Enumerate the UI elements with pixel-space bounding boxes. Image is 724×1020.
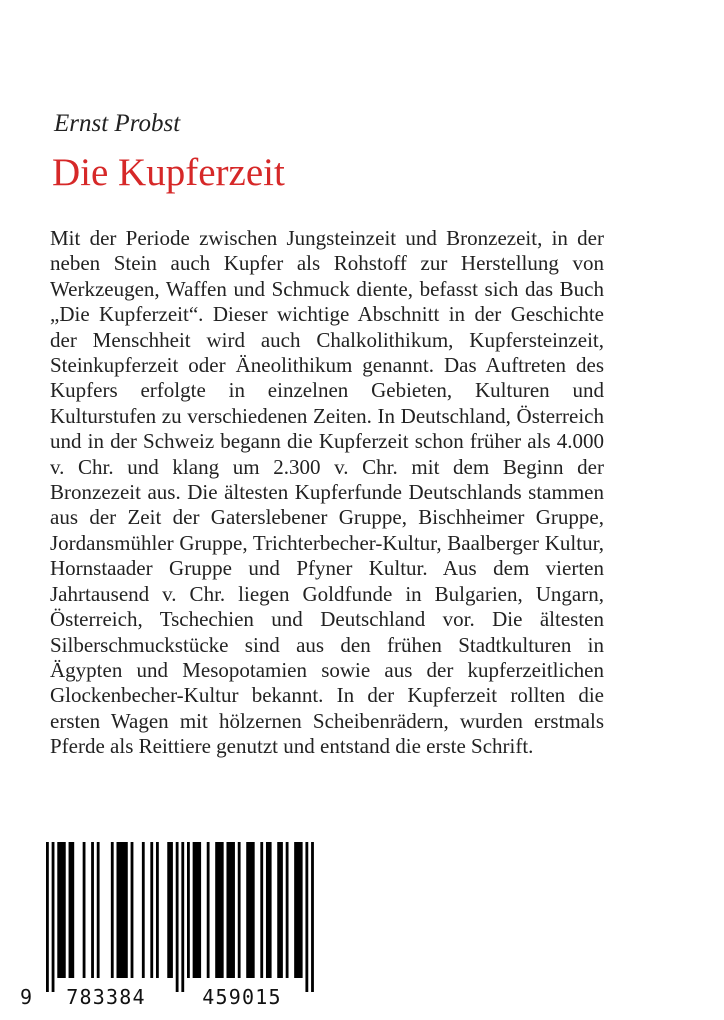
barcode-bar	[294, 842, 302, 978]
author-name: Ernst Probst	[54, 110, 181, 137]
blurb-text: Mit der Periode zwischen Jungsteinzeit und Bronzezeit, in der neben Stein auch Kupfer als Rohstoff zur Herstellung von Werkzeugen, Waffen und Schmuck diente, befasst sich das Buch „Die Kupferzeit“. Dieser wichtige Abschnitt in der Geschichte der Menschheit wird auch Chalkolithikum, Kupfersteinzeit, Steinkupferzeit oder Äneolithikum genannt. Das Auftreten des Kupfers erfolgte in einzelnen Gebieten, Kulturen und Kulturstufen zu verschiedenen Zeiten. In Deutschland, Österreich und in der Schweiz begann die Kupferzeit schon früher als 4.000 v. Chr. und klang um 2.300 v. Chr. mit dem Beginn der Bronzezeit aus. Die ältesten Kupferfunde Deutschlands stammen aus der Zeit der Gaterslebener Gruppe, Bischheimer Gruppe, Jordansmühler Gruppe, Trichterbecher-Kultur, Baalberger Kultur, Hornstaader Gruppe und Pfyner Kultur. Aus dem vierten Jahrtausend v. Chr. liegen Goldfunde in Bulgarien, Ungarn, Österreich, Tschechien und Deutschland vor. Die ältesten Silberschmuckstücke sind aus den frühen Stadtkulturen in Ägypten und Mesopotamien sowie aus der kupferzeitlichen Glockenbecher-Kultur bekannt. In der Kupferzeit rollten die ersten Wagen mit hölzernen Scheibenrädern, wurden erstmals Pferde als Reittiere genutzt und entstand die erste Schrift.	[50, 226, 604, 759]
barcode-bar	[238, 842, 241, 978]
isbn-barcode	[18, 840, 318, 1010]
barcode-guard-bar	[311, 842, 314, 992]
barcode-bar	[117, 842, 128, 978]
barcode-bar	[111, 842, 114, 978]
barcode-bar	[187, 842, 190, 978]
barcode-bar	[57, 842, 65, 978]
barcode-bar	[91, 842, 94, 978]
barcode-bar	[69, 842, 75, 978]
barcode-bar	[286, 842, 289, 978]
barcode-bars	[46, 842, 314, 992]
barcode-guard-bar	[46, 842, 49, 992]
barcode-bar	[207, 842, 210, 978]
barcode-guard-bar	[52, 842, 55, 992]
barcode-bar	[83, 842, 86, 978]
barcode-bar	[142, 842, 145, 978]
barcode-bar	[266, 842, 272, 978]
barcode-digits-right: 459015	[202, 985, 282, 1009]
barcode-bar	[277, 842, 283, 978]
barcode-bar	[97, 842, 100, 978]
barcode-graphic	[18, 840, 318, 1010]
barcode-guard-bar	[181, 842, 184, 992]
book-title: Die Kupferzeit	[52, 151, 285, 194]
barcode-bar	[150, 842, 153, 978]
barcode-digit-first: 9	[20, 985, 33, 1009]
barcode-bar	[226, 842, 234, 978]
barcode-guard-bar	[176, 842, 179, 992]
barcode-bar	[260, 842, 263, 978]
barcode-bar	[215, 842, 223, 978]
barcode-bar	[131, 842, 134, 978]
barcode-digits-left: 783384	[66, 985, 146, 1009]
barcode-bar	[156, 842, 159, 978]
barcode-bar	[193, 842, 201, 978]
barcode-bar	[246, 842, 254, 978]
barcode-bar	[167, 842, 173, 978]
barcode-guard-bar	[305, 842, 308, 992]
